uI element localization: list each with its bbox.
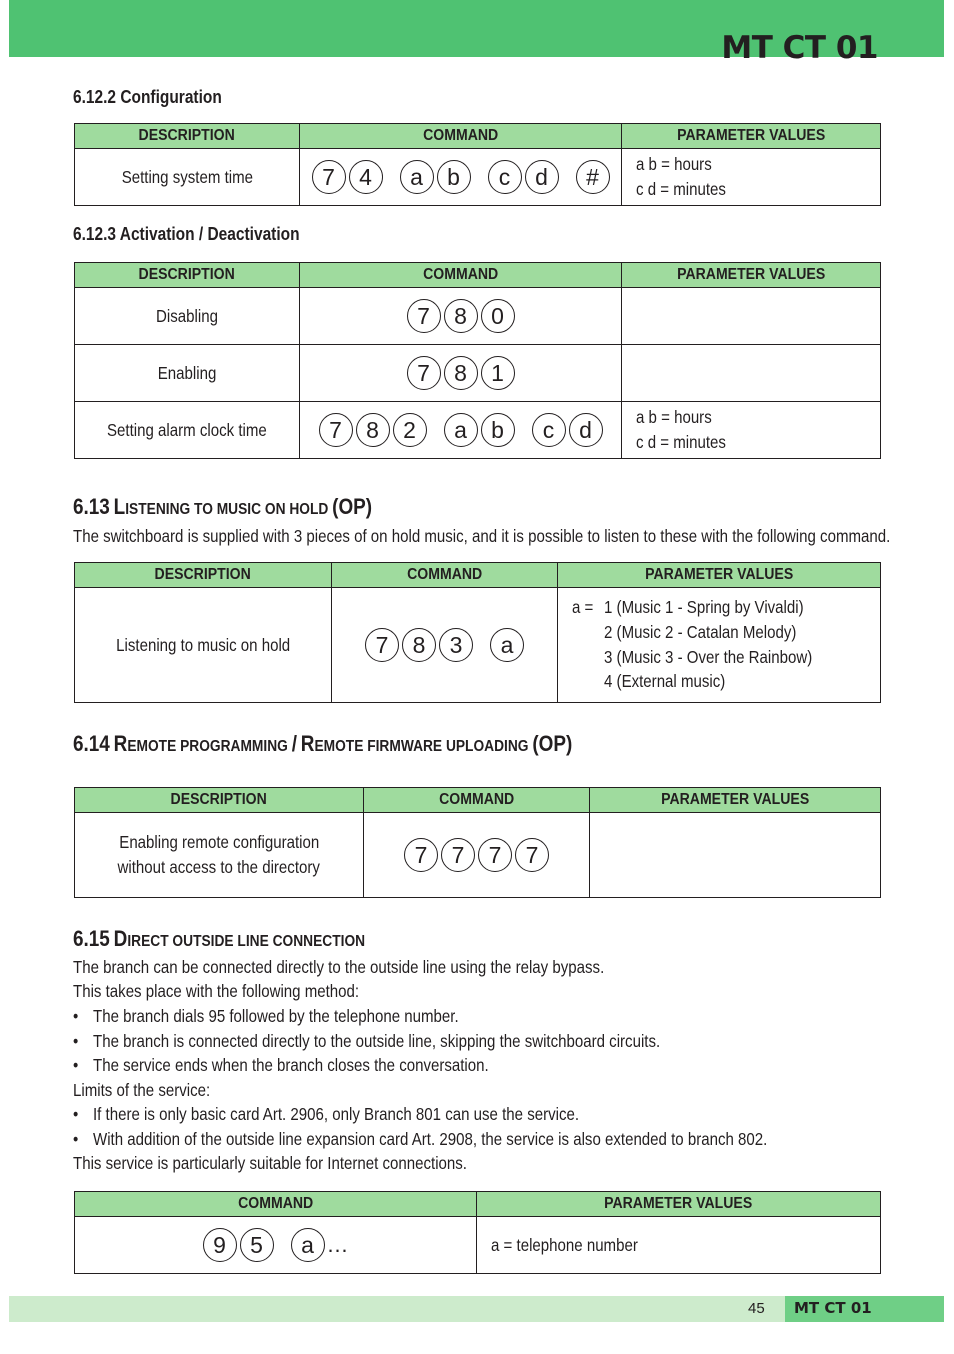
activation-table (74, 262, 881, 459)
bullet-dot: • (73, 1006, 79, 1026)
command-cell (300, 149, 622, 206)
key-button: 7 (407, 299, 441, 333)
section-title-6-15: 6.15 DIRECT OUTSIDE LINE CONNECTION (73, 926, 366, 951)
column-header-command: COMMAND (300, 263, 622, 288)
description-cell: Enabling remote configuration without access to the directory (75, 813, 364, 898)
table-row (75, 402, 881, 459)
key-button: b (481, 413, 515, 447)
key-button: 8 (444, 299, 478, 333)
description-cell: Enabling (75, 345, 300, 402)
footer-title: MT CT 01 (794, 1299, 872, 1317)
key-button: 4 (349, 160, 383, 194)
key-button: 7 (365, 628, 399, 662)
body-line: The branch can be connected directly to the outside line using the relay bypass. (73, 957, 605, 977)
direct-line-table (74, 1191, 881, 1274)
column-header-parameter-values: PARAMETER VALUES (622, 124, 881, 149)
bullet-dot: • (73, 1031, 79, 1051)
key-button: 7 (312, 160, 346, 194)
column-header-parameter-values: PARAMETER VALUES (590, 788, 881, 813)
key-button: a (400, 160, 434, 194)
section-title-6-13: 6.13 LISTENING TO MUSIC ON HOLD (OP) (73, 494, 373, 519)
key-button: b (437, 160, 471, 194)
key-button: d (569, 413, 603, 447)
parameter-cell: a = telephone number (477, 1217, 881, 1274)
page-number: 45 (748, 1300, 765, 1317)
key-button: 0 (481, 299, 515, 333)
command-cell (300, 402, 622, 459)
parameter-cell (622, 345, 881, 402)
music-on-hold-table (74, 562, 881, 703)
key-button: d (525, 160, 559, 194)
key-button: a (490, 628, 524, 662)
column-header-command: COMMAND (332, 563, 558, 588)
section-heading-6-12-2: 6.12.2 Configuration (73, 87, 222, 107)
key-button: 7 (441, 838, 475, 872)
key-button: 7 (319, 413, 353, 447)
key-button: a (444, 413, 478, 447)
key-button: 7 (404, 838, 438, 872)
column-header-command: COMMAND (364, 788, 590, 813)
command-cell (364, 813, 590, 898)
column-header-parameter-values: PARAMETER VALUES (558, 563, 881, 588)
command-cell (300, 288, 622, 345)
ellipsis: … (326, 1232, 349, 1257)
column-header-description: DESCRIPTION (75, 263, 300, 288)
parameter-cell: a b = hours c d = minutes (622, 402, 881, 459)
key-button: c (488, 160, 522, 194)
description-cell: Listening to music on hold (75, 588, 332, 703)
key-button: 9 (203, 1228, 237, 1262)
key-sequence (404, 838, 549, 872)
key-button: 5 (240, 1228, 274, 1262)
key-button: 8 (402, 628, 436, 662)
table-row (75, 588, 881, 703)
column-header-description: DESCRIPTION (75, 124, 300, 149)
column-header-command: COMMAND (75, 1192, 477, 1217)
remote-programming-table (74, 787, 881, 898)
parameter-cell: a = 1 (Music 1 - Spring by Vivaldi) 2 (Music 2 - Catalan Melody) 3 (Music 3 - Over the Rainbow) 4 (External music) (558, 588, 881, 703)
table-row (75, 149, 881, 206)
key-button: 8 (444, 356, 478, 390)
command-cell (75, 1217, 477, 1274)
bullet-dot: • (73, 1055, 79, 1075)
column-header-command: COMMAND (300, 124, 622, 149)
key-sequence (407, 299, 515, 333)
document-title: MT CT 01 (721, 30, 878, 66)
parameter-cell (622, 288, 881, 345)
key-button: 8 (356, 413, 390, 447)
description-cell: Setting system time (75, 149, 300, 206)
table-row (75, 813, 881, 898)
table-row (75, 1217, 881, 1274)
key-sequence (203, 1228, 349, 1262)
parameter-cell (590, 813, 881, 898)
key-button: 2 (393, 413, 427, 447)
key-button: # (576, 160, 610, 194)
key-button: 3 (439, 628, 473, 662)
key-button: 7 (407, 356, 441, 390)
description-cell: Setting alarm clock time (75, 402, 300, 459)
key-sequence (312, 160, 610, 194)
command-cell (300, 345, 622, 402)
parameter-cell: a b = hours c d = minutes (622, 149, 881, 206)
table-row (75, 345, 881, 402)
key-button: 7 (515, 838, 549, 872)
command-cell (332, 588, 558, 703)
section-heading-6-12-3: 6.12.3 Activation / Deactivation (73, 224, 300, 244)
body-line: Limits of the service: (73, 1080, 211, 1100)
body-line: This service is particularly suitable for Internet connections. (73, 1153, 467, 1173)
description-cell: Disabling (75, 288, 300, 345)
key-button: a (291, 1228, 325, 1262)
column-header-parameter-values: PARAMETER VALUES (477, 1192, 881, 1217)
key-button: 7 (478, 838, 512, 872)
intro-paragraph: The switchboard is supplied with 3 pieces of on hold music, and it is possible to listen to these with the following command. (73, 526, 891, 546)
column-header-parameter-values: PARAMETER VALUES (622, 263, 881, 288)
section-title-6-14: 6.14 REMOTE PROGRAMMING / REMOTE FIRMWARE UPLOADING (OP) (73, 731, 573, 756)
column-header-description: DESCRIPTION (75, 563, 332, 588)
key-sequence (365, 628, 524, 662)
body-line: This takes place with the following method: (73, 981, 360, 1001)
key-button: 1 (481, 356, 515, 390)
column-header-description: DESCRIPTION (75, 788, 364, 813)
table-row (75, 288, 881, 345)
configuration-table (74, 123, 881, 206)
key-sequence (407, 356, 515, 390)
key-button: c (532, 413, 566, 447)
key-sequence (319, 413, 603, 447)
bullet-dot: • (73, 1104, 79, 1124)
bullet-dot: • (73, 1129, 79, 1149)
